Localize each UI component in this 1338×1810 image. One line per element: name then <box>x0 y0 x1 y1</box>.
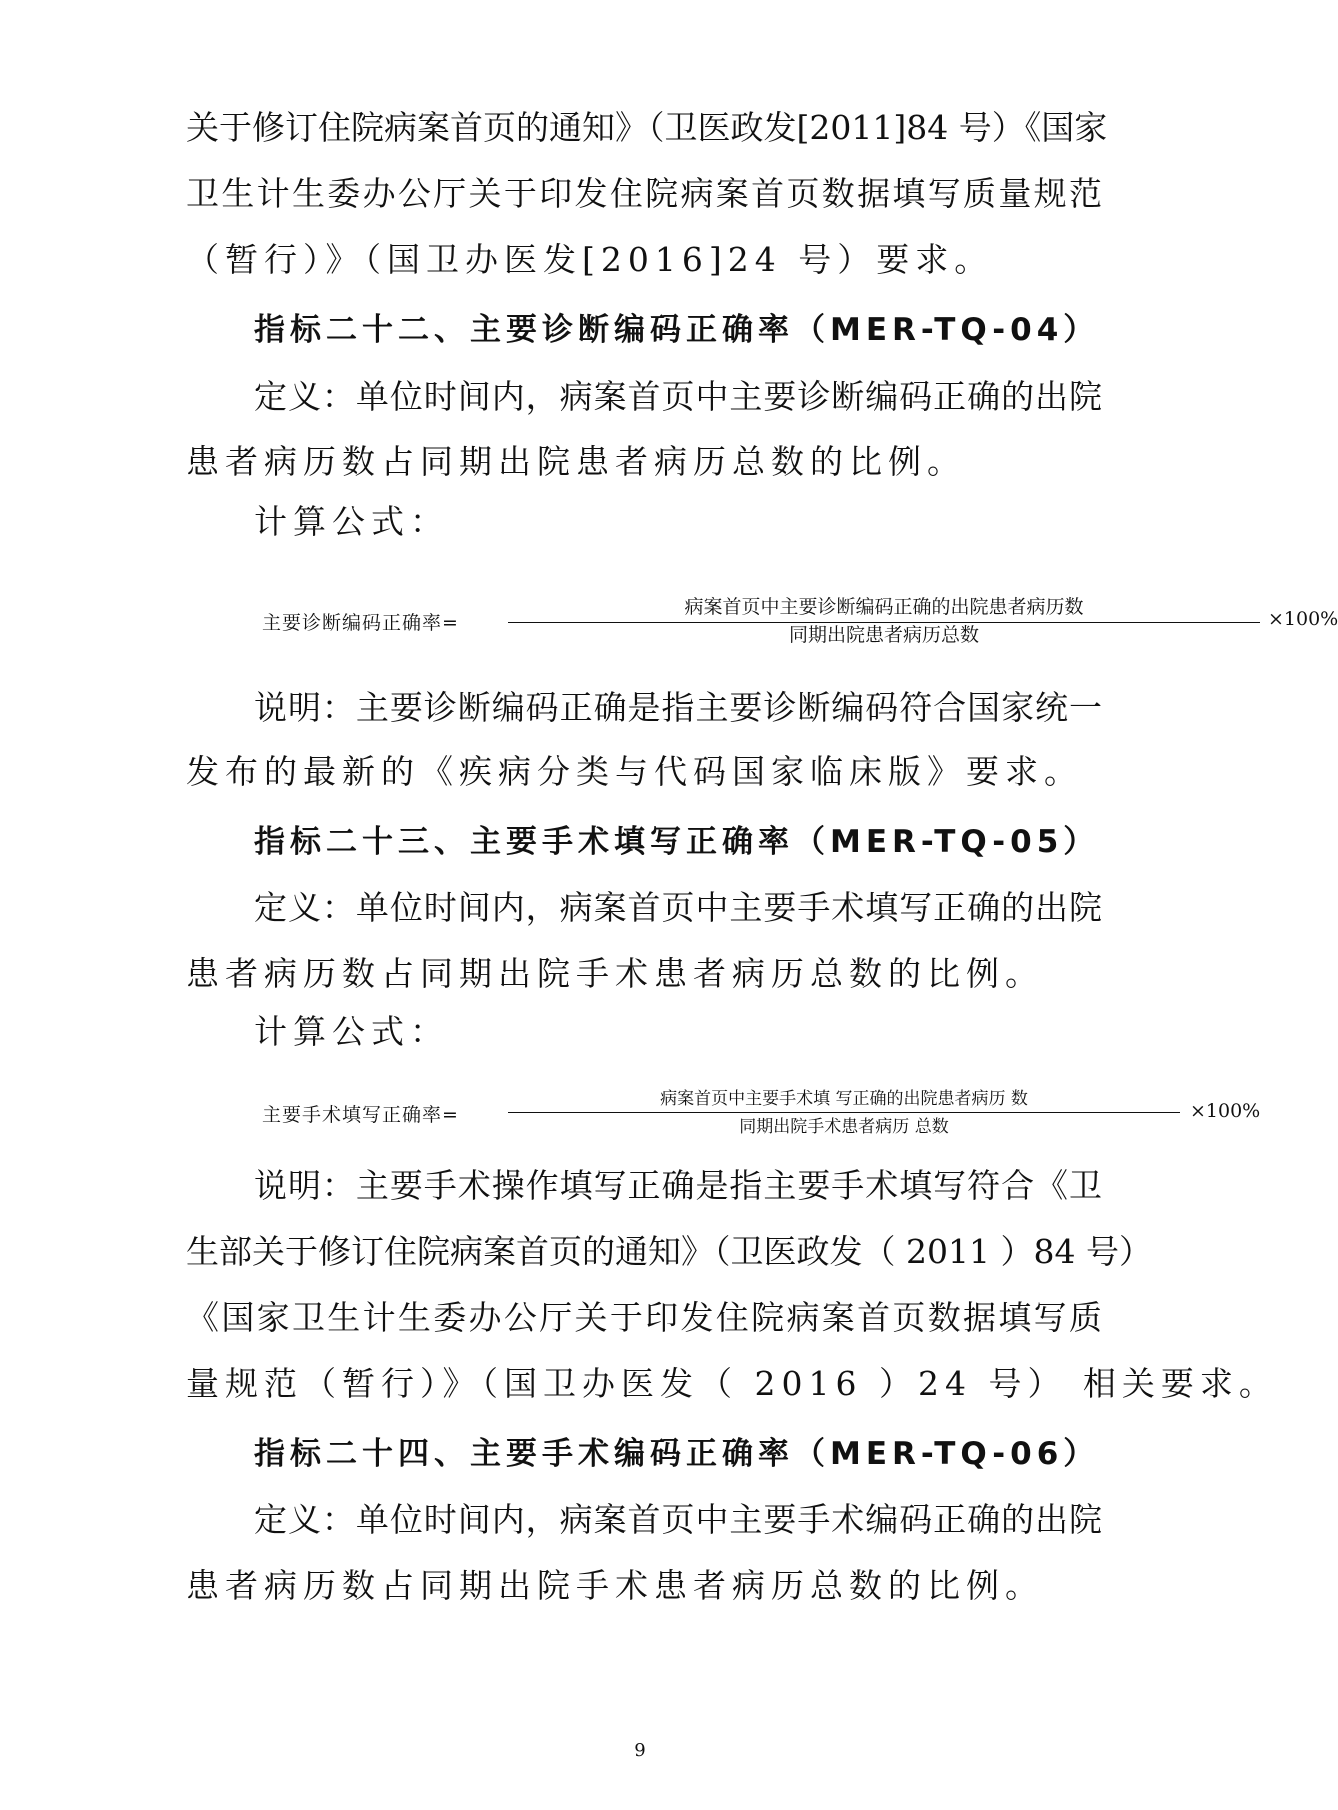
page-number: 9 <box>634 1740 646 1761</box>
definition-line: 患者病历数占同期出院手术患者病历总数的比例。 <box>186 954 1044 993</box>
explanation-line: 发布的最新的《疾病分类与代码国家临床版》要求。 <box>186 752 1083 791</box>
section-heading-22: 指标二十二、主要诊断编码正确率（MER-TQ-04） <box>254 312 1100 348</box>
definition-line: 定义：单位时间内，病案首页中主要手术填写正确的出院 <box>254 888 1102 927</box>
formula-numerator: 病案首页中主要诊断编码正确的出院患者病历数 <box>508 592 1260 623</box>
paragraph-line: 关于修订住院病案首页的通知》（卫医政发[2011]84 号）《国家 <box>186 108 1108 147</box>
formula-caption: 计算公式： <box>254 502 449 541</box>
explanation-line: 《国家卫生计生委办公厅关于印发住院病案首页数据填写质 <box>186 1298 1102 1337</box>
formula-caption: 计算公式： <box>254 1012 449 1051</box>
formula-lhs: 主要诊断编码正确率= <box>262 612 459 634</box>
formula-multiplier: ×100% <box>1190 1100 1261 1122</box>
definition-line: 定义：单位时间内，病案首页中主要诊断编码正确的出院 <box>254 377 1102 416</box>
formula-23 <box>262 1084 1261 1140</box>
explanation-line: 说明：主要诊断编码正确是指主要诊断编码符合国家统一 <box>254 688 1102 727</box>
formula-lhs: 主要手术填写正确率= <box>262 1104 459 1126</box>
formula-22 <box>262 592 1338 648</box>
explanation-line: 量规范（暂行）》（国卫办医发（ 2016 ）24 号） 相关要求。 <box>186 1364 1278 1403</box>
explanation-line: 说明：主要手术操作填写正确是指主要手术填写符合《卫 <box>254 1166 1102 1205</box>
formula-denominator: 同期出院患者病历总数 <box>788 624 979 646</box>
paragraph-line: 卫生计生委办公厅关于印发住院病案首页数据填写质量规范 <box>186 174 1102 213</box>
section-heading-24: 指标二十四、主要手术编码正确率（MER-TQ-06） <box>254 1436 1100 1472</box>
paragraph-line: （暂行）》（国卫办医发[2016]24 号）要求。 <box>186 240 994 279</box>
section-heading-23: 指标二十三、主要手术填写正确率（MER-TQ-05） <box>254 824 1100 860</box>
formula-numerator: 病案首页中主要手术填 写正确的出院患者病历 数 <box>508 1084 1180 1113</box>
formula-multiplier: ×100% <box>1268 608 1338 630</box>
explanation-line: 生部关于修订住院病案首页的通知》（卫医政发（ 2011 ）84 号） <box>186 1232 1152 1271</box>
definition-line: 定义：单位时间内，病案首页中主要手术编码正确的出院 <box>254 1500 1102 1539</box>
formula-denominator: 同期出院手术患者病历 总数 <box>739 1117 949 1137</box>
definition-line: 患者病历数占同期出院手术患者病历总数的比例。 <box>186 1566 1044 1605</box>
definition-line: 患者病历数占同期出院患者病历总数的比例。 <box>186 442 966 481</box>
